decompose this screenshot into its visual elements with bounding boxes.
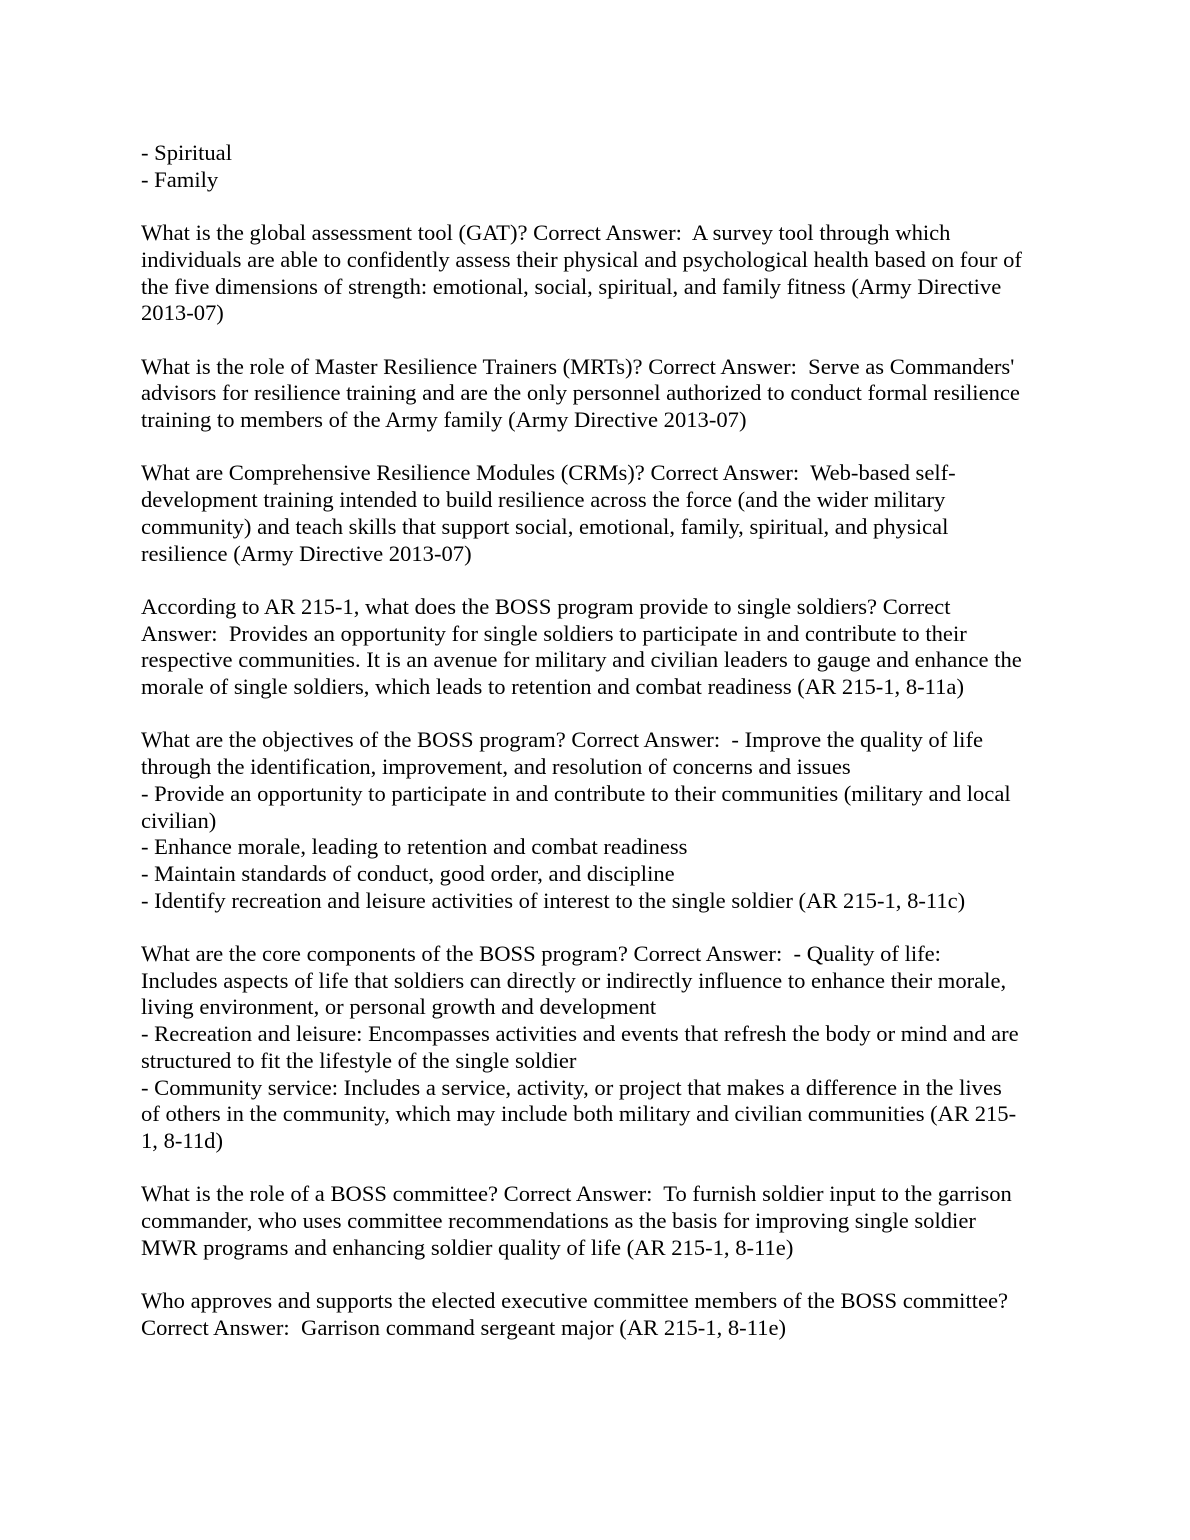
qa-line: - Community service: Includes a service, activity, or project that makes a difference in the lives (141, 1074, 1002, 1100)
qa-line: What are the objectives of the BOSS program? Correct Answer: - Improve the quality of life (141, 727, 983, 753)
qa-line: What are the core components of the BOSS program? Correct Answer: - Quality of life: (141, 941, 941, 966)
paragraph-gap (141, 567, 1061, 594)
qa-line: - Enhance morale, leading to retention and combat readiness (141, 834, 688, 860)
qa-line: Answer: Provides an opportunity for single soldiers to participate in and contribute to their (141, 620, 967, 646)
qa-paragraph (141, 594, 1061, 701)
qa-line: advisors for resilience training and are the only personnel authorized to conduct formal resilience (141, 380, 1020, 406)
qa-line: through the identification, improvement, and resolution of concerns and issues (141, 754, 851, 780)
qa-line: Who approves and supports the elected executive committee members of the BOSS committee? (141, 1288, 1009, 1314)
paragraph-gap (141, 1155, 1061, 1182)
qa-line: 1, 8-11d) (141, 1127, 223, 1153)
qa-line: - Recreation and leisure: Encompasses activities and events that refresh the body or mind and are (141, 1021, 1019, 1047)
qa-line: What is the global assessment tool (GAT)? Correct Answer: A survey tool through which (141, 220, 951, 246)
qa-paragraph (141, 460, 1061, 567)
qa-paragraph (141, 354, 1061, 434)
qa-line: training to members of the Army family (Army Directive 2013-07) (141, 407, 747, 432)
paragraph-gap (141, 434, 1061, 461)
paragraph-gap (141, 914, 1061, 941)
qa-line: What is the role of a BOSS committee? Correct Answer: To furnish soldier input to the garrison (141, 1181, 1012, 1207)
qa-line: - Provide an opportunity to participate in and contribute to their communities (military and local (141, 780, 1011, 806)
paragraph-gap (141, 701, 1061, 728)
qa-line: commander, who uses committee recommendations as the basis for improving single soldier (141, 1208, 976, 1234)
qa-paragraph (141, 941, 1061, 1155)
qa-line: What are Comprehensive Resilience Modules (CRMs)? Correct Answer: Web-based self- (141, 460, 956, 486)
qa-line: According to AR 215-1, what does the BOSS program provide to single soldiers? Correct (141, 593, 951, 619)
qa-line: community) and teach skills that support social, emotional, family, spiritual, and physical (141, 513, 949, 539)
qa-line: Includes aspects of life that soldiers can directly or indirectly influence to enhance their morale, (141, 967, 1007, 993)
qa-paragraph (141, 1181, 1061, 1261)
qa-line: 2013-07) (141, 300, 224, 326)
intro-list (141, 140, 1061, 193)
qa-line: Correct Answer: Garrison command sergeant major (AR 215-1, 8-11e) (141, 1314, 787, 1340)
qa-line: structured to fit the lifestyle of the single soldier (141, 1047, 577, 1073)
qa-line: the five dimensions of strength: emotional, social, spiritual, and family fitness (Army Directive (141, 273, 1002, 299)
document-page (141, 140, 1061, 1342)
qa-line: of others in the community, which may include both military and civilian communities (AR 215- (141, 1101, 1017, 1127)
paragraph-gap (141, 327, 1061, 354)
qa-paragraph (141, 220, 1061, 327)
qa-line: - Maintain standards of conduct, good order, and discipline (141, 860, 675, 886)
qa-line: civilian) (141, 807, 217, 833)
qa-line: living environment, or personal growth and development (141, 994, 657, 1020)
qa-line: morale of single soldiers, which leads to retention and combat readiness (AR 215-1, 8-11a) (141, 674, 964, 699)
qa-line: respective communities. It is an avenue for military and civilian leaders to gauge and enhance the (141, 647, 1022, 673)
qa-list (141, 220, 1061, 1341)
paragraph-gap (141, 193, 1061, 220)
paragraph-gap (141, 1261, 1061, 1288)
qa-line: What is the role of Master Resilience Trainers (MRTs)? Correct Answer: Serve as Commanders' (141, 353, 1015, 379)
qa-paragraph (141, 1288, 1061, 1341)
list-item: - Spiritual (141, 140, 232, 165)
qa-paragraph (141, 727, 1061, 914)
qa-line: MWR programs and enhancing soldier quality of life (AR 215-1, 8-11e) (141, 1234, 794, 1260)
qa-line: development training intended to build resilience across the force (and the wider military (141, 487, 946, 513)
qa-line: - Identify recreation and leisure activities of interest to the single soldier (AR 215-1, 8-11c) (141, 887, 966, 913)
qa-line: resilience (Army Directive 2013-07) (141, 540, 472, 566)
list-item: - Family (141, 166, 219, 192)
qa-line: individuals are able to confidently assess their physical and psychological health based on four of (141, 246, 1022, 272)
